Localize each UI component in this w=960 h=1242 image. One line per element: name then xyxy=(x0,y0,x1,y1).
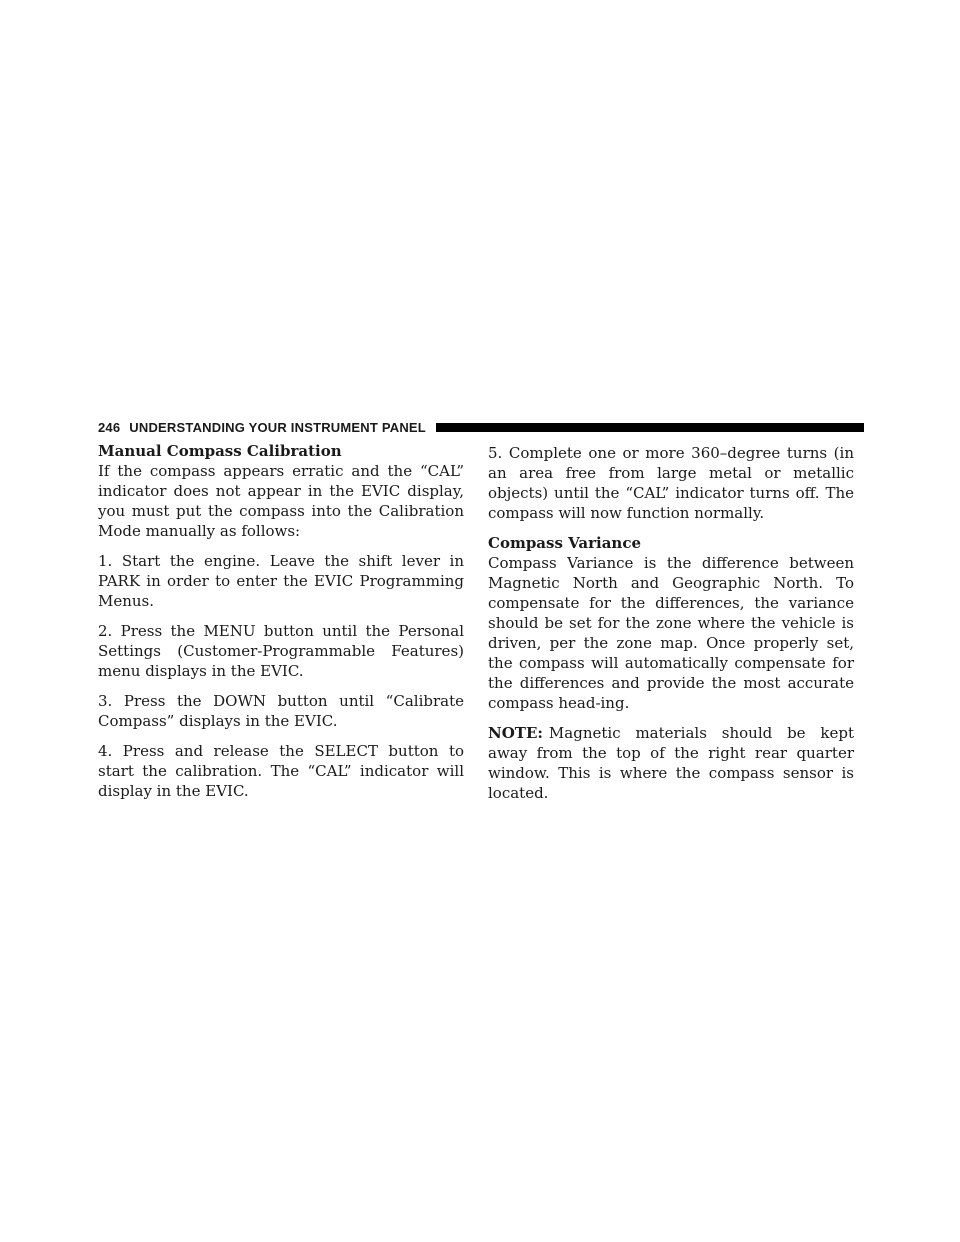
header-rule xyxy=(436,423,864,432)
manual-calibration-heading: Manual Compass Calibration xyxy=(98,442,342,460)
page-number: 246 xyxy=(98,419,121,435)
note-paragraph xyxy=(488,723,854,803)
step-2: 2. Press the MENU button until the Personal Settings (Customer-Programmable Features) menu displays in the EVIC. xyxy=(98,622,464,680)
note-label: NOTE: xyxy=(488,724,543,742)
compass-variance-heading: Compass Variance xyxy=(488,534,642,552)
right-column xyxy=(488,443,854,813)
page-header xyxy=(98,419,864,435)
step-1: 1. Start the engine. Leave the shift lever in PARK in order to enter the EVIC Programming Menus. xyxy=(98,552,464,610)
step-3: 3. Press the DOWN button until “Calibrate Compass” displays in the EVIC. xyxy=(98,692,464,730)
intro-paragraph: If the compass appears erratic and the “CAL” indicator does not appear in the EVIC display, you must put the compass into the Calibration Mode manually as follows: xyxy=(98,462,464,540)
step-5: 5. Complete one or more 360–degree turns (in an area free from large metal or metallic objects) until the “CAL” indicator turns off. The compass will now function normally. xyxy=(488,444,854,522)
section-title: UNDERSTANDING YOUR INSTRUMENT PANEL xyxy=(129,419,426,435)
note-text: Magnetic materials should be kept away from the top of the right rear quarter window. This is where the compass sensor is located. xyxy=(488,724,854,802)
left-column xyxy=(98,441,464,811)
variance-paragraph: Compass Variance is the difference between Magnetic North and Geographic North. To compensate for the differences, the variance should be set for the zone where the vehicle is driven, per the zone map. Once properly set, the compass will automatically compensate for the differences and provide the most accurate compass head-ing. xyxy=(488,554,854,712)
step-4: 4. Press and release the SELECT button to start the calibration. The “CAL” indicator will display in the EVIC. xyxy=(98,742,464,800)
